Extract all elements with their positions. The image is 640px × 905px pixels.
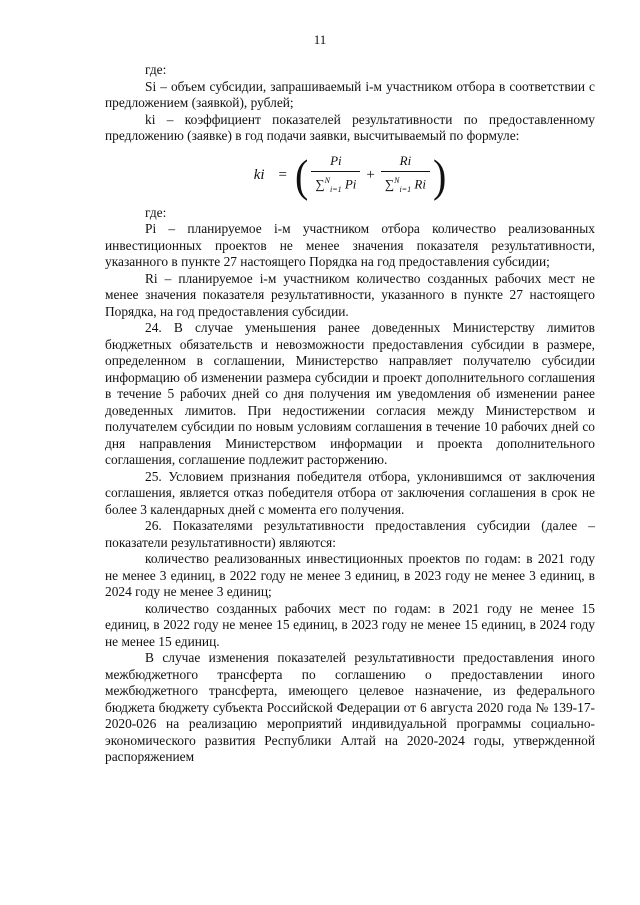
document-body <box>105 62 595 766</box>
formula-open-paren: ( <box>295 149 309 201</box>
paragraph-clause-25: 25. Условием признания победителя отбора, уклонившимся от заключения соглашения, является отказ победителя отбора от заключения соглашения в срок не более 3 календарных дней с момента его получения. <box>105 468 595 517</box>
formula-close-paren: ) <box>432 149 447 201</box>
paragraph-ri-definition: Ri – планируемое i-м участником количество созданных рабочих мест не менее значения показателя результативности, указанного в пункте 27 настоящего Порядка, на год предоставления субсидии. <box>105 270 595 319</box>
ki-formula <box>105 151 595 201</box>
paragraph-clause-26: 26. Показателями результативности предоставления субсидии (далее – показатели результативности) являются: <box>105 518 595 550</box>
formula-plus: + <box>366 167 375 184</box>
fraction-r-denominator: ∑$^N_{i=1}$ Ri <box>381 171 430 198</box>
fraction-p-numerator: Pi <box>330 153 342 169</box>
paragraph-where-1: где: <box>145 62 167 77</box>
formula-lhs: ki <box>253 167 265 184</box>
page-number: 11 <box>313 32 327 47</box>
paragraph-changes: В случае изменения показателей результативности предоставления иного межбюджетного трансферта по соглашению о предоставлении иного межбюджетного трансферта, имеющего целевое назначение, из федерального бюджета бюджету субъекта Российской Федерации от 6 августа 2020 года № 139-17-2020-026 на реализацию мероприятий индивидуальной программы социально-экономического развития Республики Алтай на 2020-2024 годы, утвержденной распоряжением <box>105 650 595 764</box>
paragraph-si-definition: Si – объем субсидии, запрашиваемый i-м участником отбора в соответствии с предложением (заявкой), рублей; <box>105 78 595 110</box>
paragraph-indicator-projects: количество реализованных инвестиционных проектов по годам: в 2021 году не менее 3 единиц, в 2022 году не менее 3 единиц, в 2023 году не менее 3 единиц, в 2024 году не менее 3 единиц; <box>105 551 595 599</box>
paragraph-pi-definition: Pi – планируемое i-м участником отбора количество реализованных инвестиционных проектов не менее значения показателя результативности, указанного в пункте 27 настоящего Порядка на год предоставления субсидии; <box>105 221 595 269</box>
formula-equals: = <box>278 167 288 184</box>
formula-fraction-r <box>381 153 430 198</box>
fraction-p-denominator: ∑$^N_{i=1}$ Pi <box>311 171 360 198</box>
paragraph-ki-definition: ki – коэффициент показателей результативности по предоставленному предложению (заявке) в год подачи заявки, высчитываемый по формуле: <box>105 111 595 143</box>
paragraph-clause-24: 24. В случае уменьшения ранее доведенных Министерству лимитов бюджетных обязательств и невозможности предоставления субсидии в размере, определенном в соглашении, Министерство направляет получателю субсидии информацию об изменении размера субсидии и проект дополнительного соглашения в течение 5 рабочих дней со дня получения им уведомления об изменении ранее доведенных лимитов. При недостижении согласия между Министерством и получателем субсидии по новым условиям соглашения в течение 10 рабочих дней со дня направления Министерством информации и проекта дополнительного соглашения, соглашение подлежит расторжению. <box>105 320 595 467</box>
paragraph-where-2: где: <box>145 204 167 220</box>
paragraph-indicator-jobs: количество созданных рабочих мест по годам: в 2021 году не менее 15 единиц, в 2022 году не менее 15 единиц, в 2023 году не менее 15 единиц, в 2024 году не менее 15 единиц. <box>105 600 595 649</box>
fraction-r-numerator: Ri <box>399 153 412 169</box>
formula-fraction-p <box>311 153 360 198</box>
